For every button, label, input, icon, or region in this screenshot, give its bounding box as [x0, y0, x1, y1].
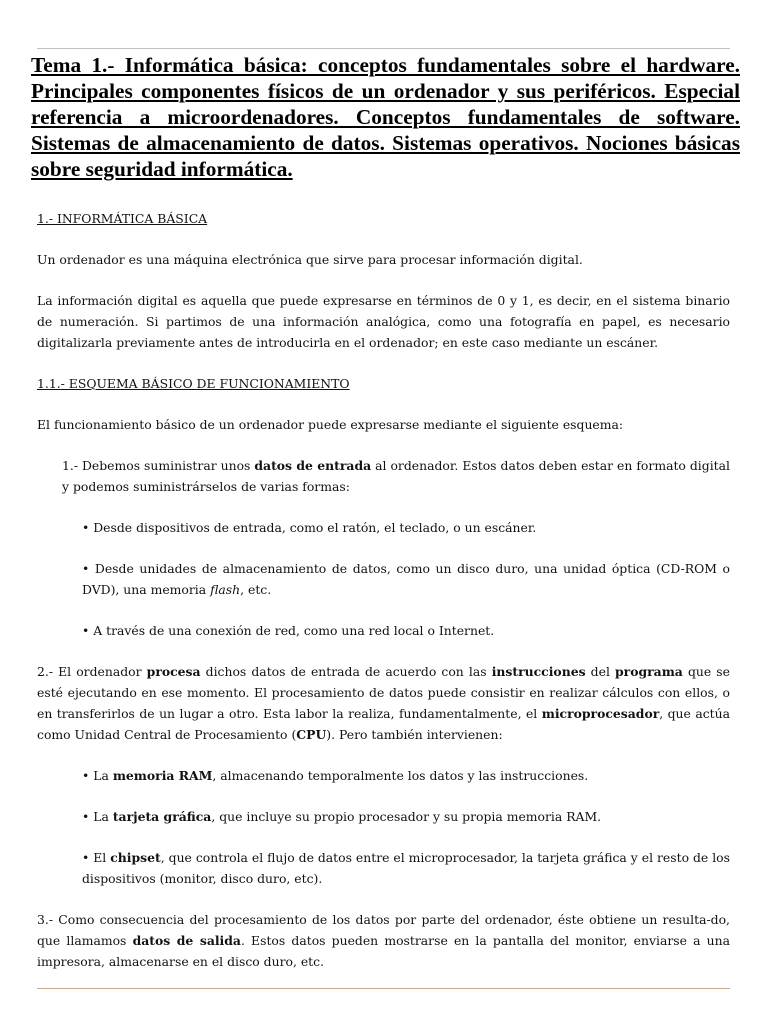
paragraph-esquema: El funcionamiento básico de un ordenador puede expresarse mediante el siguiente esquema:	[37, 417, 624, 432]
gpu-bold: tarjeta gráfica	[112, 809, 212, 824]
step3-bold: datos de salida	[132, 933, 241, 948]
step2-bold-2: instrucciones	[491, 664, 586, 679]
chipset-text-b: , que controla el flujo de datos entre el microprocesador, la tarjeta gráfica y el resto de los dispositivos (monitor, disco duro, etc).	[82, 850, 730, 886]
step2-text-b: dichos datos de entrada de acuerdo con las	[200, 664, 492, 679]
step2-bold-1: procesa	[146, 664, 201, 679]
step1-bold: datos de entrada	[254, 458, 372, 473]
page-title: Tema 1.- Informática básica: conceptos fundamentales sobre el hardware. Principales componentes físicos de un ordenador y sus periféricos. Especial referencia a microordenadores. Conceptos fundamentales de software. Sistemas de almacenamiento de datos. Sistemas operativos. Nociones básicas sobre seguridad informática.	[31, 53, 740, 181]
step1-text-a: 1.- Debemos suministrar unos	[62, 458, 255, 473]
step3-text-a: 3.- Como consecuencia del procesamiento de los datos por parte del ordenador, éste obtiene un resulta-do, que llamamos	[37, 912, 730, 948]
step-3	[37, 909, 730, 972]
bullet-input-devices: • Desde dispositivos de entrada, como el ratón, el teclado, o un escáner.	[82, 520, 537, 535]
ram-bold: memoria RAM	[112, 768, 213, 783]
bullet-storage-units	[37, 558, 730, 600]
top-divider	[37, 48, 730, 49]
step2-bold-5: CPU	[296, 727, 327, 742]
step-2	[37, 661, 730, 745]
bullet2-text-a: • Desde unidades de almacenamiento de datos, como un disco duro, una unidad óptica (CD-ROM o DVD), una memoria	[82, 561, 730, 597]
paragraph-definition: Un ordenador es una máquina electrónica que sirve para procesar información digital.	[37, 252, 583, 267]
chipset-bold: chipset	[110, 850, 161, 865]
chipset-text-a: • El	[82, 850, 111, 865]
step2-text-c: del	[585, 664, 616, 679]
section-heading-1-1	[37, 373, 730, 394]
bullet-chipset	[37, 847, 730, 889]
ram-text-b: , almacenando temporalmente los datos y las instrucciones.	[212, 768, 589, 783]
step-1	[37, 455, 730, 497]
step1-text-b: al ordenador. Estos datos deben estar en formato digital y podemos suministrárselos de varias formas:	[62, 458, 730, 494]
section-title: - ESQUEMA BÁSICO DE FUNCIONAMIENTO	[60, 376, 350, 391]
bottom-divider	[37, 988, 730, 989]
step2-text-f: ). Pero también intervienen:	[326, 727, 503, 742]
ram-text-a: • La	[82, 768, 113, 783]
gpu-text-a: • La	[82, 809, 113, 824]
paragraph-digital-info: La información digital es aquella que puede expresarse en términos de 0 y 1, es decir, en el sistema binario de numeración. Si partimos de una información analógica, como una fotografía en papel, es necesario digitalizarla previamente antes de introducirla en el ordenador; en este caso mediante un escáner.	[37, 293, 730, 350]
gpu-text-b: , que incluye su propio procesador y su propia memoria RAM.	[211, 809, 602, 824]
step2-bold-3: programa	[615, 664, 683, 679]
bullet2-text-b: , etc.	[240, 582, 272, 597]
bullet-ram	[37, 765, 730, 786]
bullet-graphics-card	[37, 806, 730, 827]
step2-bold-4: microprocesador	[541, 706, 660, 721]
bullet2-italic: flash	[210, 582, 241, 597]
bullet-network: • A través de una conexión de red, como una red local o Internet.	[82, 623, 495, 638]
document-body	[37, 208, 730, 972]
step2-text-e: , que actúa como Unidad Central de Procesamiento (	[37, 706, 730, 742]
section-number: 1.1.	[37, 376, 61, 391]
section-heading-1: 1.- INFORMÁTICA BÁSICA	[37, 211, 208, 226]
step2-text-a: 2.- El ordenador	[37, 664, 147, 679]
step2-text-d: que se esté ejecutando en ese momento. El procesamiento de datos puede consistir en realizar cálculos con ellos, o en transferirlos de un lugar a otro. Esta labor la realiza, fundamentalmente, el	[37, 664, 730, 721]
step3-text-b: . Estos datos pueden mostrarse en la pantalla del monitor, enviarse a una impresora, almacenarse en el disco duro, etc.	[37, 933, 730, 969]
